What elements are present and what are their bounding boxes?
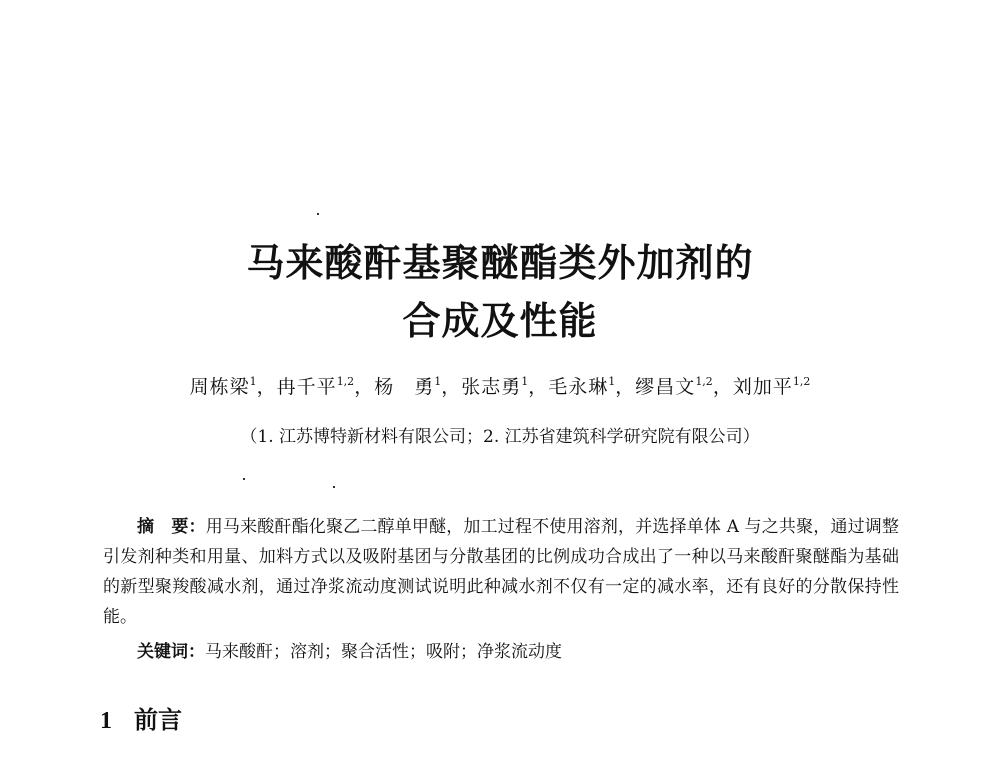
section-title: 前言 [134, 706, 182, 734]
scan-speck [317, 213, 319, 215]
section-heading [100, 700, 182, 735]
section-number: 1 [100, 708, 112, 734]
author-name: 刘加平 [732, 376, 793, 398]
abstract-label: 摘 要： [137, 517, 206, 537]
author-name: 毛永琳 [548, 376, 609, 398]
author-name: 缪昌文 [635, 376, 696, 398]
keywords [137, 637, 562, 662]
paper-title-line-1: 马来酸酐基聚醚酯类外加剂的 [246, 241, 754, 285]
author-affiliation-mark: 1 [434, 375, 442, 388]
author-affiliation-mark: 1 [249, 375, 257, 388]
scan-speck [333, 486, 335, 488]
author-list: 周栋梁$^1$，冉千平$^{1,2}$，杨 勇$^1$，张志勇$^1$，毛永琳$^1$，缪昌文$^{1,2}$，刘加平$^{1,2}$ [189, 375, 811, 398]
author-name: 杨 勇 [374, 376, 435, 398]
abstract-text: 用马来酸酐酯化聚乙二醇单甲醚，加工过程不使用溶剂，并选择单体 A 与之共聚，通过调整引发剂种类和用量、加料方式以及吸附基团与分散基团的比例成功合成出了一种以马来酸酐聚醚酯为基础的新型聚羧酸减水剂，通过净浆流动度测试说明此种减水剂不仅有一定的减水率，还有良好的分散保持性能。 [103, 517, 899, 627]
affiliations: （1. 江苏博特新材料有限公司；2. 江苏省建筑科学研究院有限公司） [240, 427, 760, 447]
author-affiliation-mark: 1 [521, 375, 529, 388]
abstract [103, 512, 899, 632]
author-name: 周栋梁 [189, 376, 250, 398]
author-affiliation-mark: 1,2 [336, 375, 355, 388]
author-affiliation-mark: 1,2 [695, 375, 713, 388]
author-name: 冉千平 [276, 376, 337, 398]
scan-speck [243, 478, 245, 480]
author-affiliation-mark: 1 [608, 375, 616, 388]
keywords-text: 马来酸酐；溶剂；聚合活性；吸附；净浆流动度 [205, 642, 562, 662]
author-affiliation-mark: 1,2 [792, 375, 811, 388]
paper-title-line-2: 合成及性能 [402, 299, 598, 343]
keywords-label: 关键词： [137, 642, 205, 662]
author-name: 张志勇 [461, 376, 522, 398]
